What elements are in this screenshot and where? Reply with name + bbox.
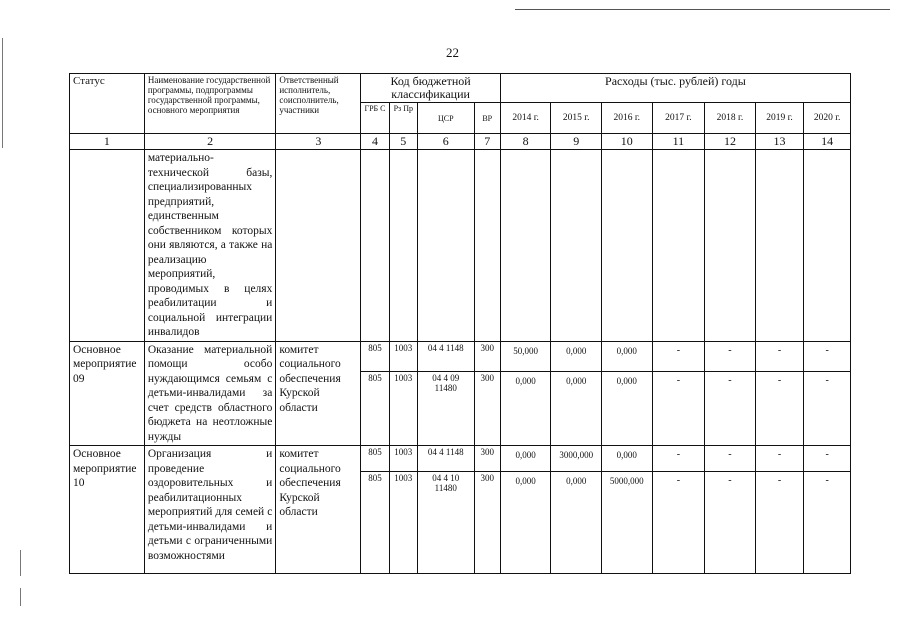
value-cell: 0,000	[500, 371, 551, 445]
column-number: 13	[755, 134, 804, 150]
status-cell	[70, 150, 145, 342]
scan-artifact-mark	[20, 550, 21, 576]
value-cell: -	[652, 341, 705, 371]
value-cell: -	[705, 371, 756, 445]
value-cell: -	[804, 446, 851, 472]
table-row	[70, 446, 851, 472]
value-cell: 0,000	[602, 341, 653, 371]
column-number: 5	[389, 134, 417, 150]
empty-cell	[474, 150, 500, 342]
header-year: 2017 г.	[652, 103, 705, 134]
rzpr-cell: 1003	[389, 446, 417, 472]
page-number: 22	[446, 45, 459, 60]
value-cell: -	[804, 341, 851, 371]
empty-cell	[652, 150, 705, 342]
empty-cell	[361, 150, 389, 342]
value-cell: 0,000	[551, 371, 602, 445]
header-name: Наименование государственной программы, подпрограммы государственной программы, основного мероприятия	[144, 74, 276, 134]
vr-cell: 300	[474, 371, 500, 445]
header-year: 2018 г.	[705, 103, 756, 134]
csr-cell: 04 4 10 11480	[417, 472, 474, 574]
header-code-group: Код бюджетной классификации	[361, 74, 501, 103]
value-cell: -	[652, 371, 705, 445]
program-name-cell: Оказание материальной помощи особо нуждающимся семьям с детьми-инвалидами за счет средств областного бюджета на неотложные нужды	[144, 341, 276, 446]
header-expenses-group: Расходы (тыс. рублей) годы	[500, 74, 850, 103]
program-name-cell: материально-технической базы, специализированных предприятий, единственным собственником которых они являются, а также на реализацию мероприятий, проводимых в целях реабилитации и социальной интеграции инвалидов	[144, 150, 276, 342]
empty-cell	[602, 150, 653, 342]
value-cell: 0,000	[551, 472, 602, 574]
empty-cell	[417, 150, 474, 342]
value-cell: -	[755, 371, 804, 445]
rzpr-cell: 1003	[389, 371, 417, 445]
table-row	[70, 341, 851, 371]
header-grbs: ГРБ С	[361, 103, 389, 134]
value-cell: 0,000	[602, 446, 653, 472]
header-year: 2020 г.	[804, 103, 851, 134]
status-cell: Основное мероприятие 10	[70, 446, 145, 574]
budget-table	[69, 73, 851, 574]
vr-cell: 300	[474, 472, 500, 574]
header-year: 2015 г.	[551, 103, 602, 134]
empty-cell	[755, 150, 804, 342]
empty-cell	[804, 150, 851, 342]
program-name-cell: Организация и проведение оздоровительных и реабилитационных мероприятий для семей с детьми-инвалидами и детьми с ограниченными возможностями	[144, 446, 276, 574]
value-cell: 0,000	[500, 446, 551, 472]
value-cell: -	[705, 446, 756, 472]
column-number: 10	[602, 134, 653, 150]
column-number: 11	[652, 134, 705, 150]
status-cell: Основное мероприятие 09	[70, 341, 145, 446]
value-cell: 0,000	[551, 341, 602, 371]
value-cell: -	[804, 472, 851, 574]
csr-cell: 04 4 1148	[417, 341, 474, 371]
column-number: 14	[804, 134, 851, 150]
header-row-top	[70, 74, 851, 103]
executor-cell: комитет социального обеспечения Курской области	[276, 341, 361, 446]
value-cell: -	[755, 472, 804, 574]
empty-cell	[389, 150, 417, 342]
empty-cell	[551, 150, 602, 342]
value-cell: 3000,000	[551, 446, 602, 472]
grbs-cell: 805	[361, 446, 389, 472]
grbs-cell: 805	[361, 472, 389, 574]
value-cell: -	[755, 341, 804, 371]
scan-artifact-line	[515, 9, 890, 10]
value-cell: -	[652, 446, 705, 472]
value-cell: -	[705, 341, 756, 371]
value-cell: -	[705, 472, 756, 574]
rzpr-cell: 1003	[389, 472, 417, 574]
csr-cell: 04 4 09 11480	[417, 371, 474, 445]
value-cell: 0,000	[500, 472, 551, 574]
header-rzpr: Рз Пр	[389, 103, 417, 134]
value-cell: -	[755, 446, 804, 472]
executor-cell: комитет социального обеспечения Курской области	[276, 446, 361, 574]
value-cell: -	[804, 371, 851, 445]
column-number: 7	[474, 134, 500, 150]
header-year: 2016 г.	[602, 103, 653, 134]
value-cell: 0,000	[602, 371, 653, 445]
column-number: 4	[361, 134, 389, 150]
value-cell: -	[652, 472, 705, 574]
header-vr: ВР	[474, 103, 500, 134]
header-year: 2019 г.	[755, 103, 804, 134]
header-executor: Ответственный исполнитель, соисполнитель, участники	[276, 74, 361, 134]
executor-cell	[276, 150, 361, 342]
column-number: 1	[70, 134, 145, 150]
header-status: Статус	[70, 74, 145, 134]
column-number: 3	[276, 134, 361, 150]
column-number: 6	[417, 134, 474, 150]
header-year: 2014 г.	[500, 103, 551, 134]
column-number: 2	[144, 134, 276, 150]
table-row-continuation	[70, 150, 851, 342]
scan-artifact-mark	[20, 588, 21, 606]
value-cell: 50,000	[500, 341, 551, 371]
value-cell: 5000,000	[602, 472, 653, 574]
empty-cell	[705, 150, 756, 342]
rzpr-cell: 1003	[389, 341, 417, 371]
grbs-cell: 805	[361, 371, 389, 445]
column-number: 12	[705, 134, 756, 150]
column-number-row	[70, 134, 851, 150]
header-csr: ЦСР	[417, 103, 474, 134]
csr-cell: 04 4 1148	[417, 446, 474, 472]
empty-cell	[500, 150, 551, 342]
grbs-cell: 805	[361, 341, 389, 371]
vr-cell: 300	[474, 341, 500, 371]
column-number: 8	[500, 134, 551, 150]
column-number: 9	[551, 134, 602, 150]
vr-cell: 300	[474, 446, 500, 472]
